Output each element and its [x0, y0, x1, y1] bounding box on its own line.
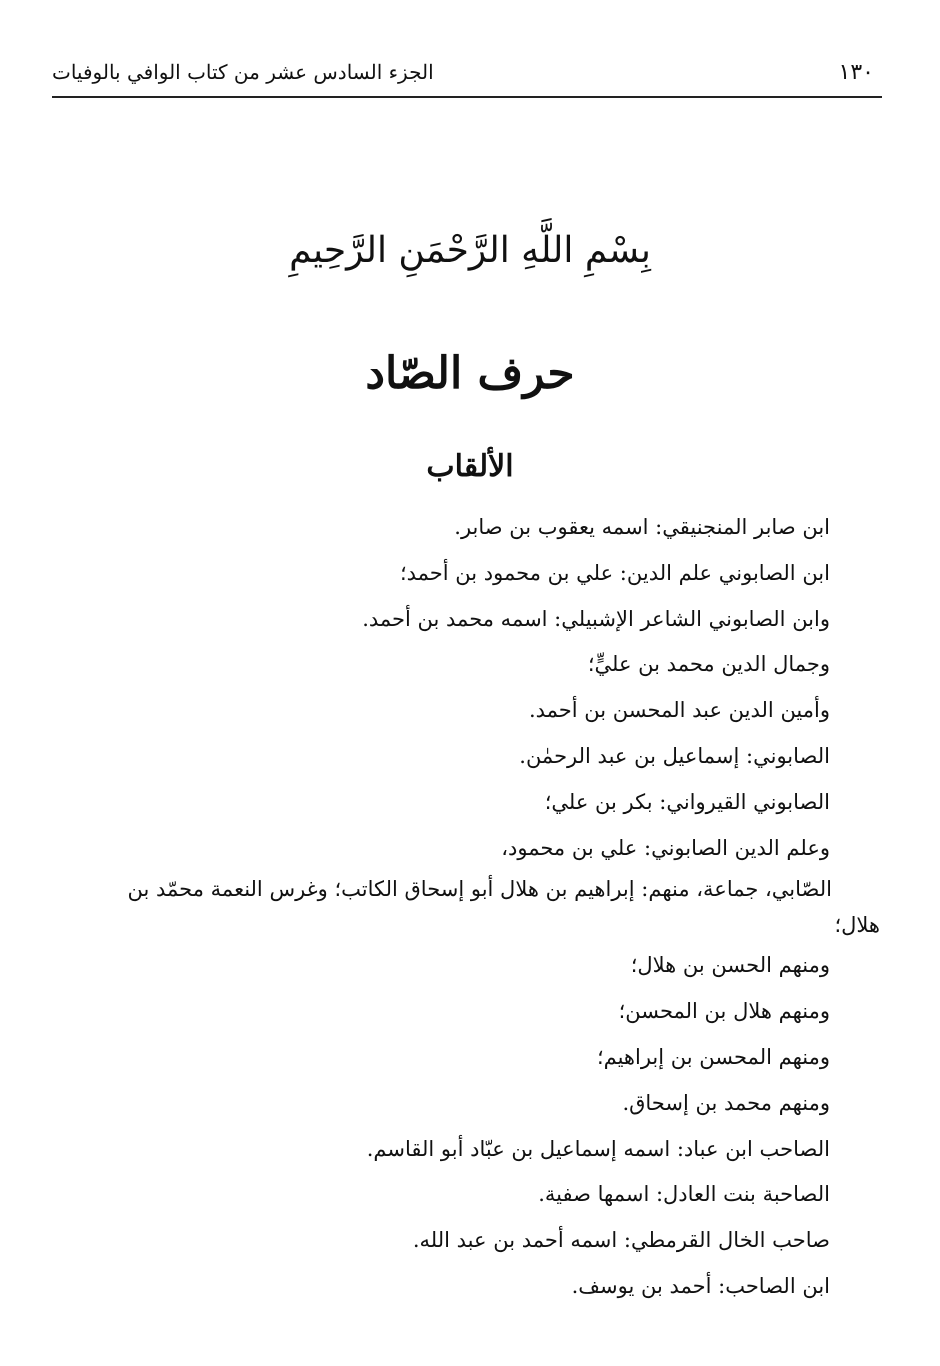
- entry: صاحب الخال القرمطي: اسمه أحمد بن عبد الله.: [412, 1228, 830, 1253]
- entry: الصابوني القيرواني: بكر بن علي؛: [544, 789, 830, 814]
- entry: ابن صابر المنجنيقي: اسمه يعقوب بن صابر.: [454, 515, 830, 539]
- entry-continuation: هلال؛: [834, 913, 880, 938]
- entry: الصاحبة بنت العادل: اسمها صفية.: [538, 1182, 830, 1207]
- entry-line: الصّابي، جماعة، منهم: إبراهيم بن هلال أبو إسحاق الكاتب؛ وغرس النعمة محمّد بن: [127, 877, 832, 902]
- entry-multiline: [52, 871, 880, 943]
- entry: الصاحب ابن عباد: اسمه إسماعيل بن عبّاد أبو القاسم.: [366, 1136, 830, 1161]
- running-header: [52, 58, 882, 98]
- entry: وابن الصابوني الشاعر الإشبيلي: اسمه محمد بن أحمد.: [362, 606, 830, 631]
- entry: وجمال الدين محمد بن عليٍّ؛: [587, 652, 830, 677]
- entry: الصابوني: إسماعيل بن عبد الرحمٰن.: [519, 743, 830, 768]
- basmala: بِسْمِ اللَّهِ الرَّحْمَنِ الرَّحِيمِ: [289, 230, 651, 271]
- section-title: الألقاب: [426, 449, 514, 484]
- page-number: ١٣٠: [838, 60, 874, 85]
- entry: ومنهم المحسن بن إبراهيم؛: [596, 1044, 830, 1069]
- entry: ومنهم الحسن بن هلال؛: [630, 953, 830, 978]
- entry: وأمين الدين عبد المحسن بن أحمد.: [528, 698, 830, 723]
- entry: ومنهم محمد بن إسحاق.: [622, 1090, 830, 1115]
- entry: ابن الصاحب: أحمد بن يوسف.: [571, 1273, 830, 1298]
- entry-list: [52, 505, 880, 1310]
- chapter-title: حرف الصّاد: [365, 348, 575, 399]
- entry: وعلم الدين الصابوني: علي بن محمود،: [501, 835, 830, 860]
- running-title: الجزء السادس عشر من كتاب الوافي بالوفيات: [52, 60, 434, 84]
- entry: ومنهم هلال بن المحسن؛: [618, 999, 830, 1024]
- entry: ابن الصابوني علم الدين: علي بن محمود بن أحمد؛: [399, 560, 830, 585]
